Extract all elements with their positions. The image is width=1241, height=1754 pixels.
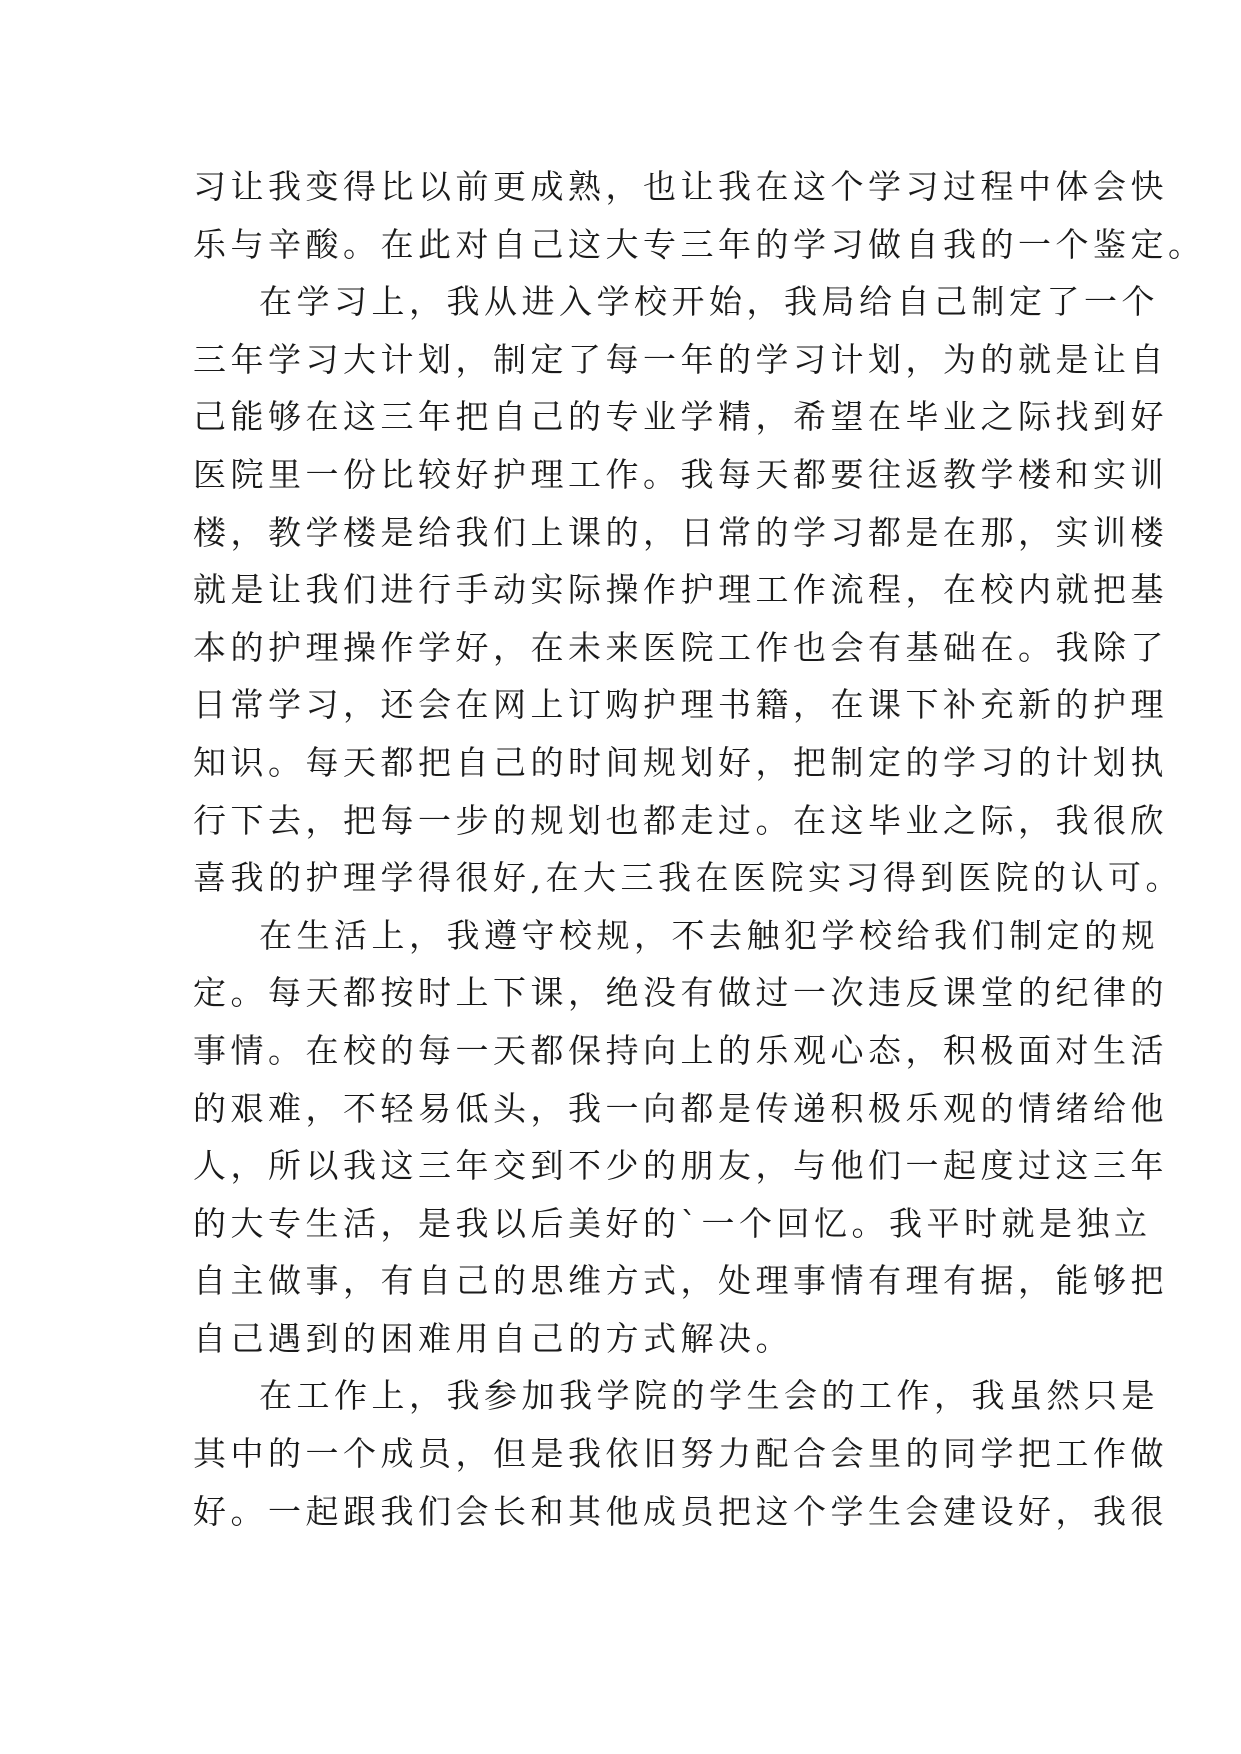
text-line: 三年学习大计划，制定了每一年的学习计划，为的就是让自: [193, 339, 1168, 379]
document-body: [193, 158, 1206, 1540]
text-line: 本的护理操作学好，在未来医院工作也会有基础在。我除了: [193, 627, 1168, 667]
text-line: 喜我的护理学得很好,在大三我在医院实习得到医院的认可。: [193, 858, 1183, 898]
text-line: 乐与辛酸。在此对自己这大专三年的学习做自我的一个鉴定。: [193, 224, 1206, 264]
text-line: 人，所以我这三年交到不少的朋友，与他们一起度过这三年: [193, 1146, 1168, 1186]
text-line: 事情。在校的每一天都保持向上的乐观心态，积极面对生活: [193, 1030, 1168, 1070]
text-line: 己能够在这三年把自己的专业学精，希望在毕业之际找到好: [193, 397, 1168, 437]
text-line: 知识。每天都把自己的时间规划好，把制定的学习的计划执: [193, 742, 1168, 782]
text-line: 医院里一份比较好护理工作。我每天都要往返教学楼和实训: [193, 454, 1168, 494]
text-line: 的大专生活，是我以后美好的`一个回忆。我平时就是独立: [193, 1203, 1152, 1243]
text-line: 其中的一个成员，但是我依旧努力配合会里的同学把工作做: [193, 1434, 1168, 1474]
text-line: 就是让我们进行手动实际操作护理工作流程，在校内就把基: [193, 570, 1168, 610]
text-line: 楼，教学楼是给我们上课的，日常的学习都是在那，实训楼: [193, 512, 1168, 552]
text-line: 日常学习，还会在网上订购护理书籍，在课下补充新的护理: [193, 685, 1168, 725]
text-line: 好。一起跟我们会长和其他成员把这个学生会建设好，我很: [193, 1491, 1168, 1531]
text-line: 自主做事，有自己的思维方式，处理事情有理有据，能够把: [193, 1261, 1168, 1301]
text-line: 行下去，把每一步的规划也都走过。在这毕业之际，我很欣: [193, 800, 1168, 840]
text-line: 定。每天都按时上下课，绝没有做过一次违反课堂的纪律的: [193, 973, 1168, 1013]
paragraph-first-line: 在工作上，我参加我学院的学生会的工作，我虽然只是: [259, 1376, 1159, 1416]
paragraph-first-line: 在学习上，我从进入学校开始，我局给自己制定了一个: [259, 282, 1159, 322]
text-line: 习让我变得比以前更成熟，也让我在这个学习过程中体会快: [193, 167, 1168, 206]
paragraph-first-line: 在生活上，我遵守校规，不去触犯学校给我们制定的规: [259, 915, 1159, 955]
text-line: 自己遇到的困难用自己的方式解决。: [193, 1318, 793, 1358]
text-line: 的艰难，不轻易低头，我一向都是传递积极乐观的情绪给他: [193, 1088, 1168, 1128]
